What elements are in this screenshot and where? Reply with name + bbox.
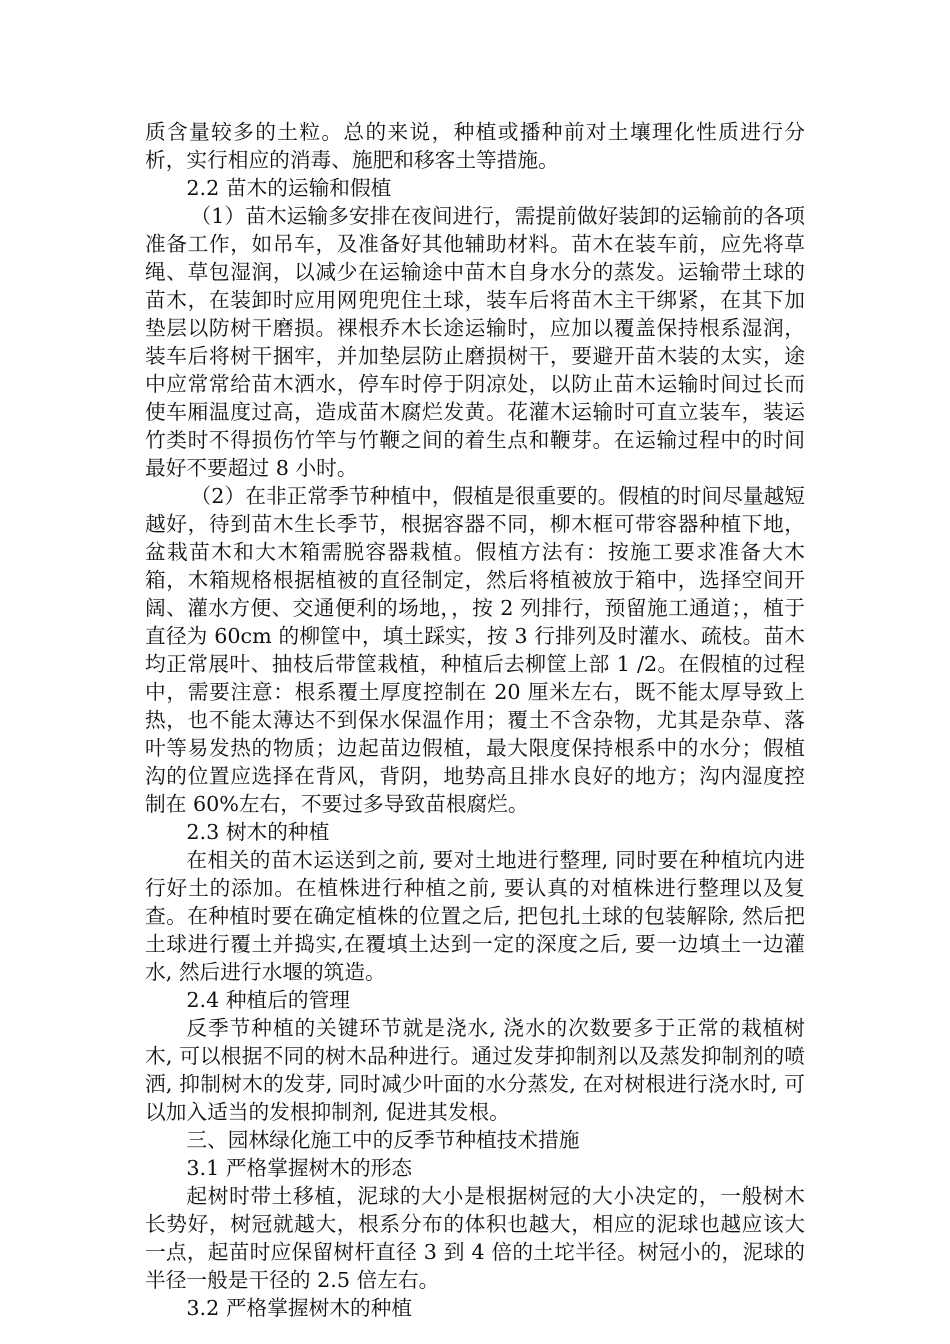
document-page xyxy=(145,118,805,1322)
section-heading-3-2: 3.2 严格掌握树木的种植 xyxy=(186,1296,413,1320)
paragraph-transport: （1）苗木运输多安排在夜间进行，需提前做好装卸的运输前的各项准备工作，如吊车，及准备好其他辅助材料。苗木在装车前，应先将草绳、草包湿润，以减少在运输途中苗木自身水分的蒸发。运输带土球的苗木，在装卸时应用网兜兜住土球，装车后将苗木主干绑紧，在其下加垫层以防树干磨损。裸根乔木长途运输时，应加以覆盖保持根系湿润，装车后将树干捆牢，并加垫层防止磨损树干，要避开苗木装的太实，途中应常常给苗木洒水，停车时停于阴凉处，以防止苗木运输时间过长而使车厢温度过高，造成苗木腐烂发黄。花灌木运输时可直立装车，装运竹类时不得损伤竹竿与竹鞭之间的着生点和鞭芽。在运输过程中的时间最好不要超过 8 小时。 xyxy=(145,204,805,480)
paragraph-heeling-in: （2）在非正常季节种植中，假植是很重要的。假植的时间尽量越短越好，待到苗木生长季节，根据容器不同，柳木框可带容器种植下地，盆栽苗木和大木箱需脱容器栽植。假植方法有：按施工要求准备大木箱，木箱规格根据植被的直径制定，然后将植被放于箱中，选择空间开阔、灌水方便、交通便利的场地，，按 2 列排行，预留施工通道；，植于直径为 60cm 的柳筐中，填土踩实，按 3 行排列及时灌水、疏枝。苗木均正常展叶、抽枝后带筐栽植，种植后去柳筐上部 1 /2。在假植的过程中，需要注意：根系覆土厚度控制在 20 厘米左右，既不能太厚导致上热，也不能太薄达不到保水保温作用；覆土不含杂物，尤其是杂草、落叶等易发热的物质；边起苗边假植，最大限度保持根系中的水分；假植沟的位置应选择在背风，背阴，地势高且排水良好的地方；沟内湿度控制在 60%左右，不要过多导致苗根腐烂。 xyxy=(145,484,805,816)
paragraph-tree-form: 起树时带土移植，泥球的大小是根据树冠的大小决定的，一般树木长势好，树冠就越大，根系分布的体积也越大，相应的泥球也越应该大一点，起苗时应保留树杆直径 3 到 4 倍的土坨半径。树冠小的，泥球的半径一般是干径的 2.5 倍左右。 xyxy=(145,1184,805,1292)
section-heading-2-3: 2.3 树木的种植 xyxy=(186,820,330,844)
section-heading-3: 三、园林绿化施工中的反季节种植技术措施 xyxy=(186,1128,580,1152)
section-heading-2-2: 2.2 苗木的运输和假植 xyxy=(186,176,392,200)
section-heading-2-4: 2.4 种植后的管理 xyxy=(186,988,350,1012)
paragraph-aftercare: 反季节种植的关键环节就是浇水, 浇水的次数要多于正常的栽植树木, 可以根据不同的树木品种进行。通过发芽抑制剂以及蒸发抑制剂的喷洒, 抑制树木的发芽, 同时减少叶面的水分蒸发, 在对树根进行浇水时, 可以加入适当的发根抑制剂, 促进其发根。 xyxy=(145,1016,805,1124)
paragraph-planting: 在相关的苗木运送到之前, 要对土地进行整理, 同时要在种植坑内进行好土的添加。在植株进行种植之前, 要认真的对植株进行整理以及复查。在种植时要在确定植株的位置之后, 把包扎土球的包装解除, 然后把土球进行覆土并捣实,在覆填土达到一定的深度之后, 要一边填土一边灌水, 然后进行水堰的筑造。 xyxy=(145,848,805,984)
paragraph-intro: 质含量较多的土粒。总的来说，种植或播种前对土壤理化性质进行分析，实行相应的消毒、施肥和移客土等措施。 xyxy=(145,120,805,172)
section-heading-3-1: 3.1 严格掌握树木的形态 xyxy=(186,1156,413,1180)
